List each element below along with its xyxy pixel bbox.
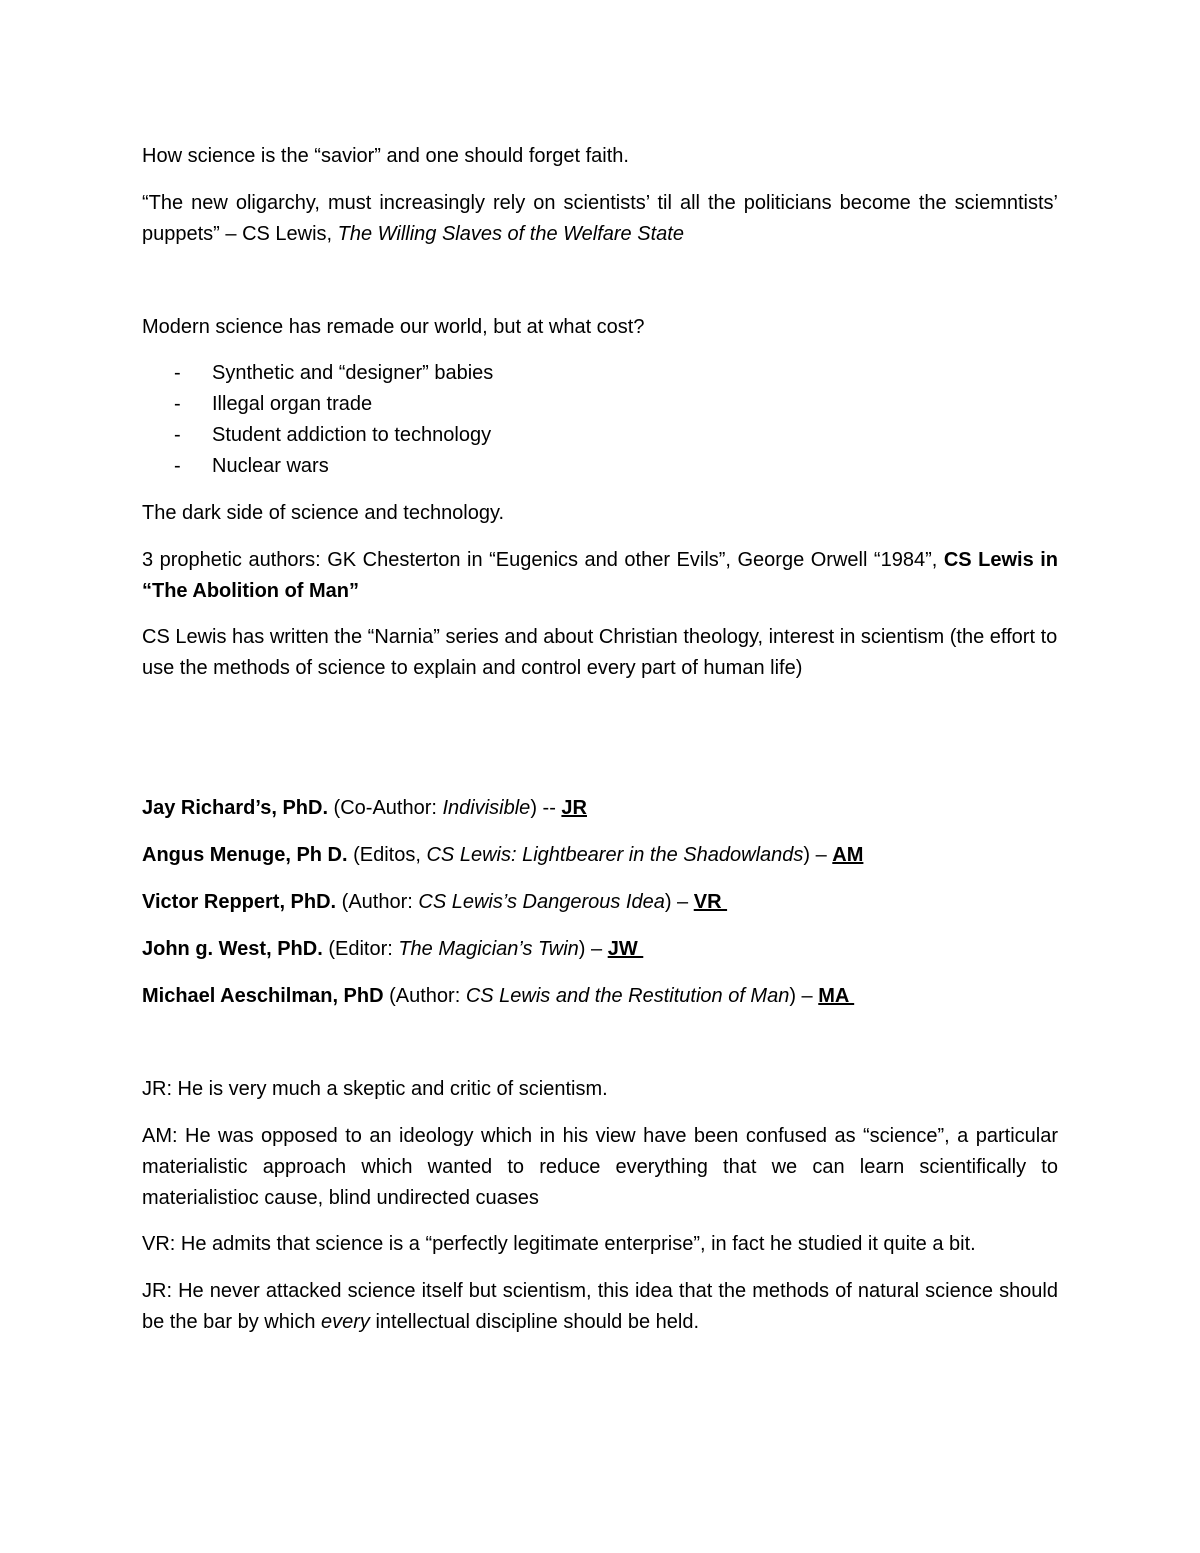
bullet-dash: -: [174, 424, 181, 446]
speaker-am: Angus Menuge, Ph D. (Editos, CS Lewis: Lightbearer in the Shadowlands) – AM: [142, 844, 864, 866]
list-item: - Nuclear wars: [174, 451, 329, 482]
speaker-code: AM: [832, 844, 864, 866]
speaker-code: MA: [818, 985, 855, 1007]
bullet-dash: -: [174, 362, 181, 384]
intro-line: How science is the “savior” and one should forget faith.: [142, 145, 629, 167]
note-jr-1: JR: He is very much a skeptic and critic of scientism.: [142, 1078, 608, 1100]
speaker-ma: Michael Aeschilman, PhD (Author: CS Lewis and the Restitution of Man) – MA: [142, 985, 855, 1007]
note-vr: VR: He admits that science is a “perfectly legitimate enterprise”, in fact he studied it quite a bit.: [142, 1233, 976, 1255]
speaker-code: VR: [693, 891, 728, 913]
bullet-dash: -: [174, 455, 181, 477]
speaker-vr: Victor Reppert, PhD. (Author: CS Lewis’s Dangerous Idea) – VR: [142, 891, 728, 913]
quote-source: The Willing Slaves of the Welfare State: [337, 223, 684, 245]
abolition-of-man: CS Lewis in “The Abolition of Man”: [142, 549, 1059, 602]
bullet-dash: -: [174, 393, 181, 415]
speaker-code: JW: [607, 938, 644, 960]
speaker-jw: John g. West, PhD. (Editor: The Magician’s Twin) – JW: [142, 938, 644, 960]
cost-heading: Modern science has remade our world, but at what cost?: [142, 316, 645, 338]
lewis-paragraph: CS Lewis has written the “Narnia” series and about Christian theology, interest in scientism (the effort to use the methods of science to explain and control every part of human life): [142, 626, 1058, 679]
prophetic-authors: 3 prophetic authors: GK Chesterton in “Eugenics and other Evils”, George Orwell “1984”, CS Lewis in “The Abolition of Man”: [142, 549, 1059, 602]
note-am: AM: He was opposed to an ideology which in his view have been confused as “science”, a particular materialistic approach which wanted to reduce everything that we can learn scientifically to materialistioc cause, blind undirected cuases: [142, 1125, 1058, 1209]
list-item: - Synthetic and “designer” babies: [174, 358, 493, 389]
lewis-quote: [142, 188, 1058, 250]
dark-side-line: The dark side of science and technology.: [142, 502, 505, 524]
speaker-jr: Jay Richard’s, PhD. (Co-Author: Indivisible) -- JR: [142, 797, 587, 819]
list-item: - Student addiction to technology: [174, 420, 491, 451]
note-jr-2: JR: He never attacked science itself but scientism, this idea that the methods of natural science should be the bar by which every intellectual discipline should be held.: [142, 1280, 1058, 1333]
quote-text: “The new oligarchy, must increasingly rely on scientists’ til all the politicians become the sciemntists’ puppets” – CS Lewis,: [142, 192, 1058, 245]
list-item: - Illegal organ trade: [174, 389, 372, 420]
speaker-code: JR: [561, 797, 587, 819]
